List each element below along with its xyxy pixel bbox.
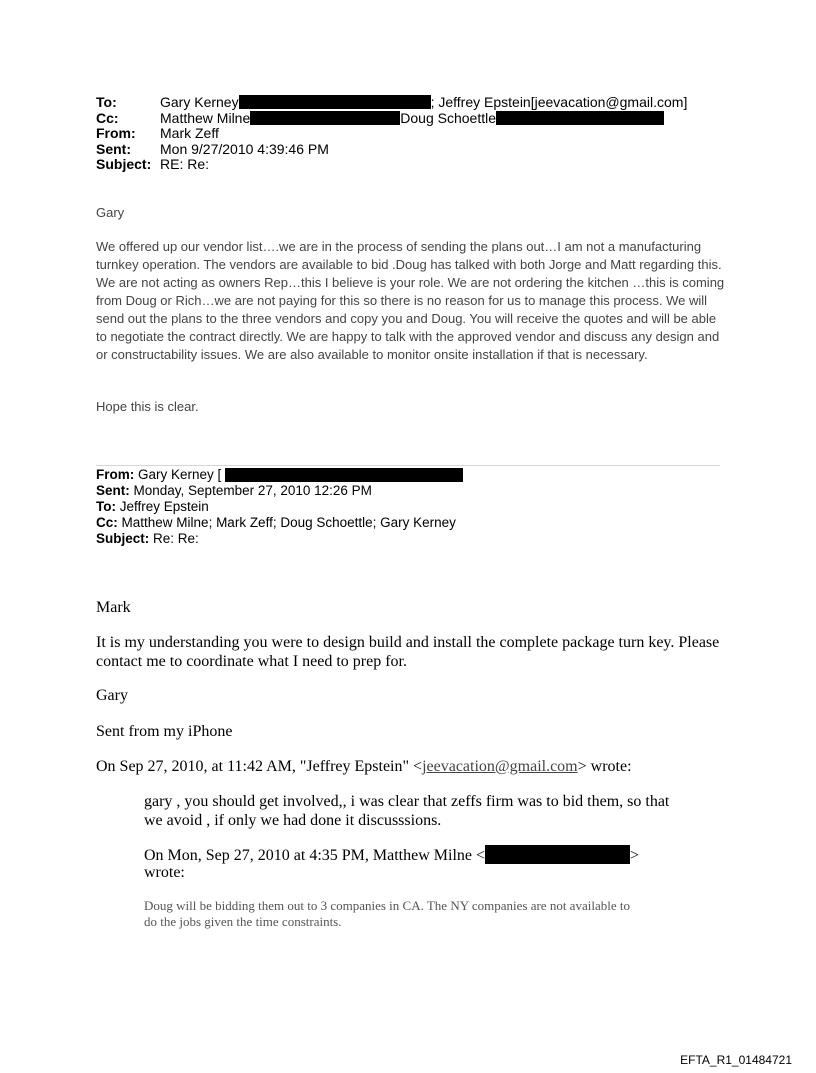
from-label: From: bbox=[96, 125, 136, 141]
to-name-2: ; Jeffrey Epstein[jeevacation@gmail.com] bbox=[430, 94, 688, 110]
email-header bbox=[96, 95, 687, 173]
to-label-2: To: bbox=[96, 499, 116, 514]
message2-greeting: Mark bbox=[96, 599, 131, 616]
sent-label-2: Sent: bbox=[96, 483, 130, 498]
redaction-box bbox=[225, 468, 463, 482]
redaction-box bbox=[485, 845, 630, 864]
to-row-2 bbox=[96, 499, 463, 515]
to-label: To: bbox=[96, 94, 117, 110]
to-value-2: Jeffrey Epstein bbox=[119, 499, 209, 514]
subject-value-2: Re: Re: bbox=[153, 531, 199, 546]
quote-body: gary , you should get involved,, i was clear that zeffs firm was to bid them, so that we avoid , if only we had done it discusssions. bbox=[144, 793, 670, 829]
sent-row bbox=[96, 142, 687, 158]
subject-row bbox=[96, 157, 687, 173]
nested-quote-wrote: wrote: bbox=[144, 864, 185, 881]
from-label-2: From: bbox=[96, 467, 135, 482]
email-link[interactable]: jeevacation@gmail.com bbox=[422, 758, 578, 775]
from-value-2: Gary Kerney [ bbox=[138, 467, 222, 482]
sent-from-line: Sent from my iPhone bbox=[96, 723, 233, 740]
sent-row-2 bbox=[96, 483, 463, 499]
divider bbox=[96, 465, 720, 466]
redaction-box bbox=[496, 111, 664, 125]
to-row bbox=[96, 95, 687, 111]
from-row bbox=[96, 126, 687, 142]
redaction-box bbox=[250, 111, 400, 125]
quote-intro-pre: On Sep 27, 2010, at 11:42 AM, "Jeffrey Epstein" < bbox=[96, 758, 423, 775]
subject-label: Subject: bbox=[96, 156, 152, 172]
sent-value-2: Monday, September 27, 2010 12:26 PM bbox=[133, 483, 372, 498]
cc-row bbox=[96, 111, 687, 127]
cc-name-2: Doug Schoettle bbox=[400, 109, 496, 126]
message2-body: It is my understanding you were to design build and install the complete package turn key. Please contact me to coordinate what I need to prep for. bbox=[96, 634, 720, 670]
redaction-box bbox=[239, 95, 431, 109]
message1-greeting: Gary bbox=[96, 205, 125, 220]
sent-value: Mon 9/27/2010 4:39:46 PM bbox=[160, 140, 329, 157]
from-row-2 bbox=[96, 467, 463, 483]
sent-label: Sent: bbox=[96, 140, 131, 157]
forwarded-header bbox=[96, 467, 463, 547]
nested-intro-post: > bbox=[630, 847, 640, 864]
message1-body: We offered up our vendor list….we are in the process of sending the plans out…I am not a manufacturing turnkey operation. The vendors are available to bid .Doug has talked with both Jorge and Matt regarding this. We are not acting as owners Rep…this I believe is your role. We are not ordering the kitchen …this is coming from Doug or Rich…we are not paying for this so there is no reason for us to manage this process. We will send out the plans to the three vendors and copy you and Doug. You will receive the quotes and will be able to negotiate the contract directly. We are happy to talk with the approved vendor and discuss any design and or constructability issues. We are also available to monitor onsite installation if that is necessary. bbox=[96, 239, 725, 362]
cc-label: Cc: bbox=[96, 109, 119, 126]
quote-intro-post: > wrote: bbox=[577, 758, 632, 775]
nested-quote-body: Doug will be bidding them out to 3 companies in CA. The NY companies are not available to do the jobs given the time constraints. bbox=[144, 898, 630, 929]
cc-label-2: Cc: bbox=[96, 515, 118, 530]
cc-value-2: Matthew Milne; Mark Zeff; Doug Schoettle; Gary Kerney bbox=[121, 515, 456, 530]
document-id: EFTA_R1_01484721 bbox=[680, 1053, 792, 1067]
to-name: Gary Kerney bbox=[160, 94, 239, 110]
subject-row-2 bbox=[96, 531, 463, 547]
cc-row-2 bbox=[96, 515, 463, 531]
message2-signoff: Gary bbox=[96, 687, 128, 704]
quote-intro bbox=[96, 757, 632, 776]
nested-intro-pre: On Mon, Sep 27, 2010 at 4:35 PM, Matthew Milne < bbox=[144, 847, 486, 864]
message1-closing: Hope this is clear. bbox=[96, 399, 199, 414]
cc-name: Matthew Milne bbox=[160, 109, 251, 126]
nested-quote-intro bbox=[144, 845, 639, 865]
from-value: Mark Zeff bbox=[160, 125, 219, 141]
subject-value: RE: Re: bbox=[160, 156, 210, 172]
subject-label-2: Subject: bbox=[96, 531, 150, 546]
